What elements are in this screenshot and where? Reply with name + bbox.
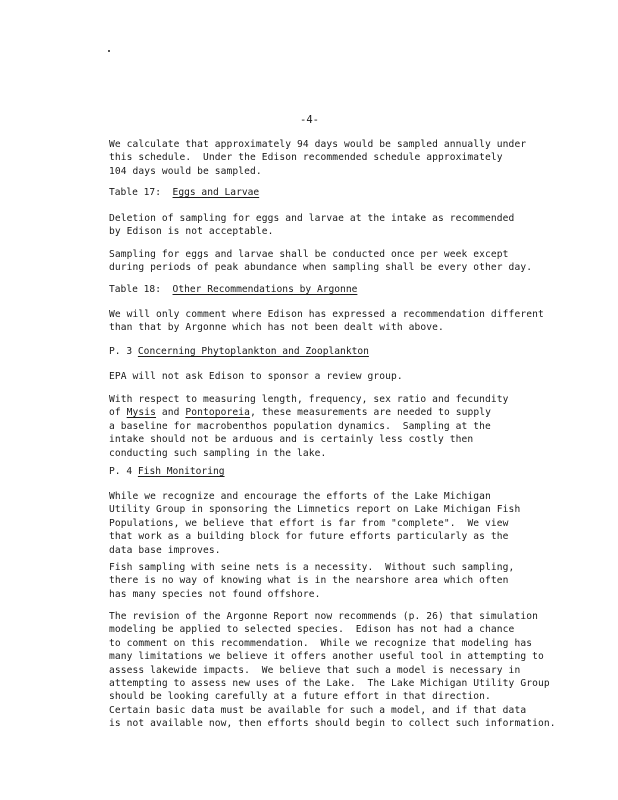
paragraph-eggs-deletion — [109, 212, 584, 239]
heading-p4 — [109, 465, 225, 478]
paragraph-simulation-modeling — [109, 610, 584, 731]
heading-table-18 — [109, 283, 357, 296]
text-fragment: of — [109, 407, 127, 419]
species-mysis: Mysis — [126, 407, 157, 419]
text-line: We calculate that approximately 94 days would be sampled annually under — [109, 139, 527, 150]
text-line: that work as a building block for future efforts particularly as the — [109, 531, 509, 543]
page-number: -4- — [300, 114, 319, 126]
heading-title: Eggs and Larvae — [172, 187, 260, 198]
text-line: 104 days would be sampled. — [109, 165, 262, 177]
text-line: has many species not found offshore. — [109, 588, 321, 600]
text-line: With respect to measuring length, frequency, sex ratio and fecundity — [109, 394, 509, 405]
paragraph-fish-populations — [109, 490, 584, 557]
text-line: conducting such sampling in the lake. — [109, 447, 327, 459]
paragraph-eggs-schedule — [109, 248, 584, 275]
text-line: than that by Argonne which has not been dealt with above. — [109, 322, 444, 334]
heading-table-17 — [109, 186, 259, 199]
text-line: While we recognize and encourage the efforts of the Lake Michigan — [109, 491, 491, 502]
paragraph-seine-nets — [109, 561, 584, 601]
paragraph-other-recommendations — [109, 308, 584, 335]
paragraph-mysis — [109, 393, 584, 460]
text-line: Sampling for eggs and larvae shall be conducted once per week except — [109, 249, 509, 260]
text-line: this schedule. Under the Edison recommended schedule approximately — [109, 152, 503, 164]
text-line: by Edison is not acceptable. — [109, 226, 274, 238]
text-line: data base improves. — [109, 544, 221, 556]
text-line: a baseline for macrobenthos population dynamics. Sampling at the — [109, 420, 491, 432]
text-fragment: and — [156, 407, 186, 419]
text-line: Utility Group in sponsoring the Limnetics report on Lake Michigan Fish — [109, 504, 521, 516]
text-line: attempting to assess new uses of the Lake. The Lake Michigan Utility Group — [109, 678, 550, 690]
text-line: modeling be applied to selected species. Edison has not had a chance — [109, 624, 515, 636]
text-line — [109, 406, 584, 419]
text-line: We will only comment where Edison has expressed a recommendation different — [109, 309, 544, 320]
text-line: Certain basic data must be available for such a model, and if that data — [109, 704, 527, 716]
scan-speck — [108, 50, 110, 52]
text-line: assess lakewide impacts. We believe that such a model is necessary in — [109, 664, 521, 676]
paragraph-sampling-days — [109, 138, 584, 178]
heading-title: Concerning Phytoplankton and Zooplankton — [137, 346, 369, 357]
text-line: during periods of peak abundance when sampling shall be every other day. — [109, 262, 533, 274]
paragraph-review-group — [109, 370, 584, 383]
heading-prefix: P. 3 — [109, 346, 138, 357]
text-line: intake should not be arduous and is certainly less costly then — [109, 434, 474, 446]
heading-title: Other Recommendations by Argonne — [172, 284, 358, 295]
text-line: Populations, we believe that effort is far from "complete". We view — [109, 517, 509, 529]
heading-prefix: P. 4 — [109, 466, 138, 477]
text-line: Fish sampling with seine nets is a necessity. Without such sampling, — [109, 562, 515, 573]
heading-prefix: Table 17: — [109, 187, 173, 198]
text-line: should be looking carefully at a future effort in that direction. — [109, 691, 491, 703]
heading-prefix: Table 18: — [109, 284, 173, 295]
text-line: there is no way of knowing what is in the nearshore area which often — [109, 575, 509, 587]
heading-p3 — [109, 345, 369, 358]
text-line: is not available now, then efforts should begin to collect such information. — [109, 718, 556, 730]
text-line: Deletion of sampling for eggs and larvae at the intake as recommended — [109, 213, 515, 224]
text-line: to comment on this recommendation. While we recognize that modeling has — [109, 637, 533, 649]
text-line: many limitations we believe it offers another useful tool in attempting to — [109, 651, 544, 663]
text-fragment: , these measurements are needed to supply — [250, 407, 491, 419]
text-line: The revision of the Argonne Report now recommends (p. 26) that simulation — [109, 611, 538, 622]
species-pontoporeia: Pontoporeia — [185, 407, 251, 419]
text-line: EPA will not ask Edison to sponsor a review group. — [109, 371, 403, 382]
heading-title: Fish Monitoring — [137, 466, 225, 477]
